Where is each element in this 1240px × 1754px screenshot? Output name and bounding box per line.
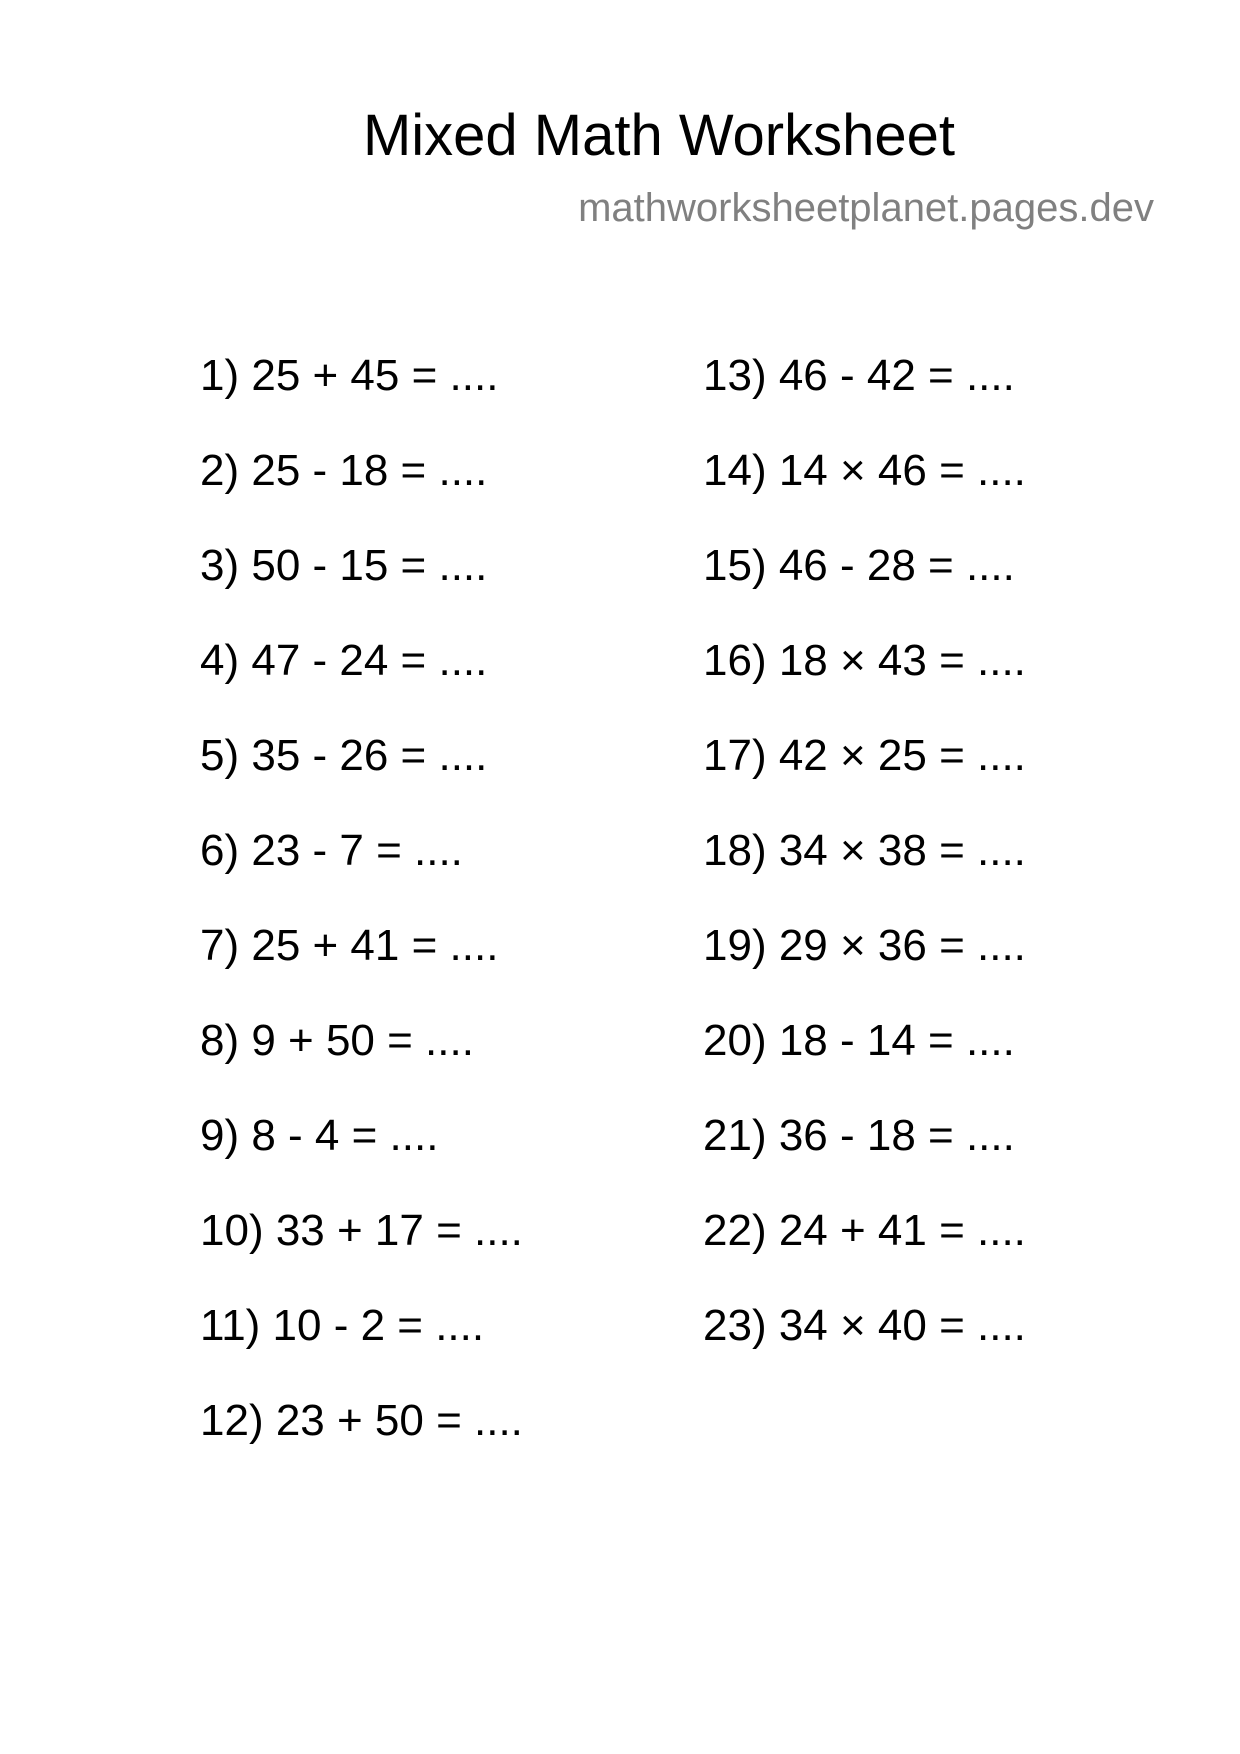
problem-3: 3) 50 - 15 = .... — [200, 541, 488, 590]
problem-4: 4) 47 - 24 = .... — [200, 636, 488, 685]
problem-23: 23) 34 × 40 = .... — [703, 1301, 1026, 1350]
problem-7: 7) 25 + 41 = .... — [200, 921, 499, 970]
problem-12: 12) 23 + 50 = .... — [200, 1396, 523, 1445]
problem-22: 22) 24 + 41 = .... — [703, 1206, 1026, 1255]
problem-column-right — [703, 346, 1026, 1391]
problem-1: 1) 25 + 45 = .... — [200, 351, 499, 400]
problem-10: 10) 33 + 17 = .... — [200, 1206, 523, 1255]
problem-16: 16) 18 × 43 = .... — [703, 636, 1026, 685]
problem-15: 15) 46 - 28 = .... — [703, 541, 1015, 590]
problem-11: 11) 10 - 2 = .... — [200, 1301, 485, 1350]
problem-18: 18) 34 × 38 = .... — [703, 826, 1026, 875]
problem-2: 2) 25 - 18 = .... — [200, 446, 488, 495]
problem-13: 13) 46 - 42 = .... — [703, 351, 1015, 400]
problem-19: 19) 29 × 36 = .... — [703, 921, 1026, 970]
problem-5: 5) 35 - 26 = .... — [200, 731, 488, 780]
problem-20: 20) 18 - 14 = .... — [703, 1016, 1015, 1065]
website-url: mathworksheetplanet.pages.dev — [578, 186, 1154, 230]
problem-17: 17) 42 × 25 = .... — [703, 731, 1026, 780]
problem-14: 14) 14 × 46 = .... — [703, 446, 1026, 495]
problem-9: 9) 8 - 4 = .... — [200, 1111, 439, 1160]
problem-6: 6) 23 - 7 = .... — [200, 826, 463, 875]
problem-8: 8) 9 + 50 = .... — [200, 1016, 474, 1065]
problem-21: 21) 36 - 18 = .... — [703, 1111, 1015, 1160]
page-title: Mixed Math Worksheet — [362, 103, 956, 168]
problem-column-left — [200, 346, 523, 1486]
